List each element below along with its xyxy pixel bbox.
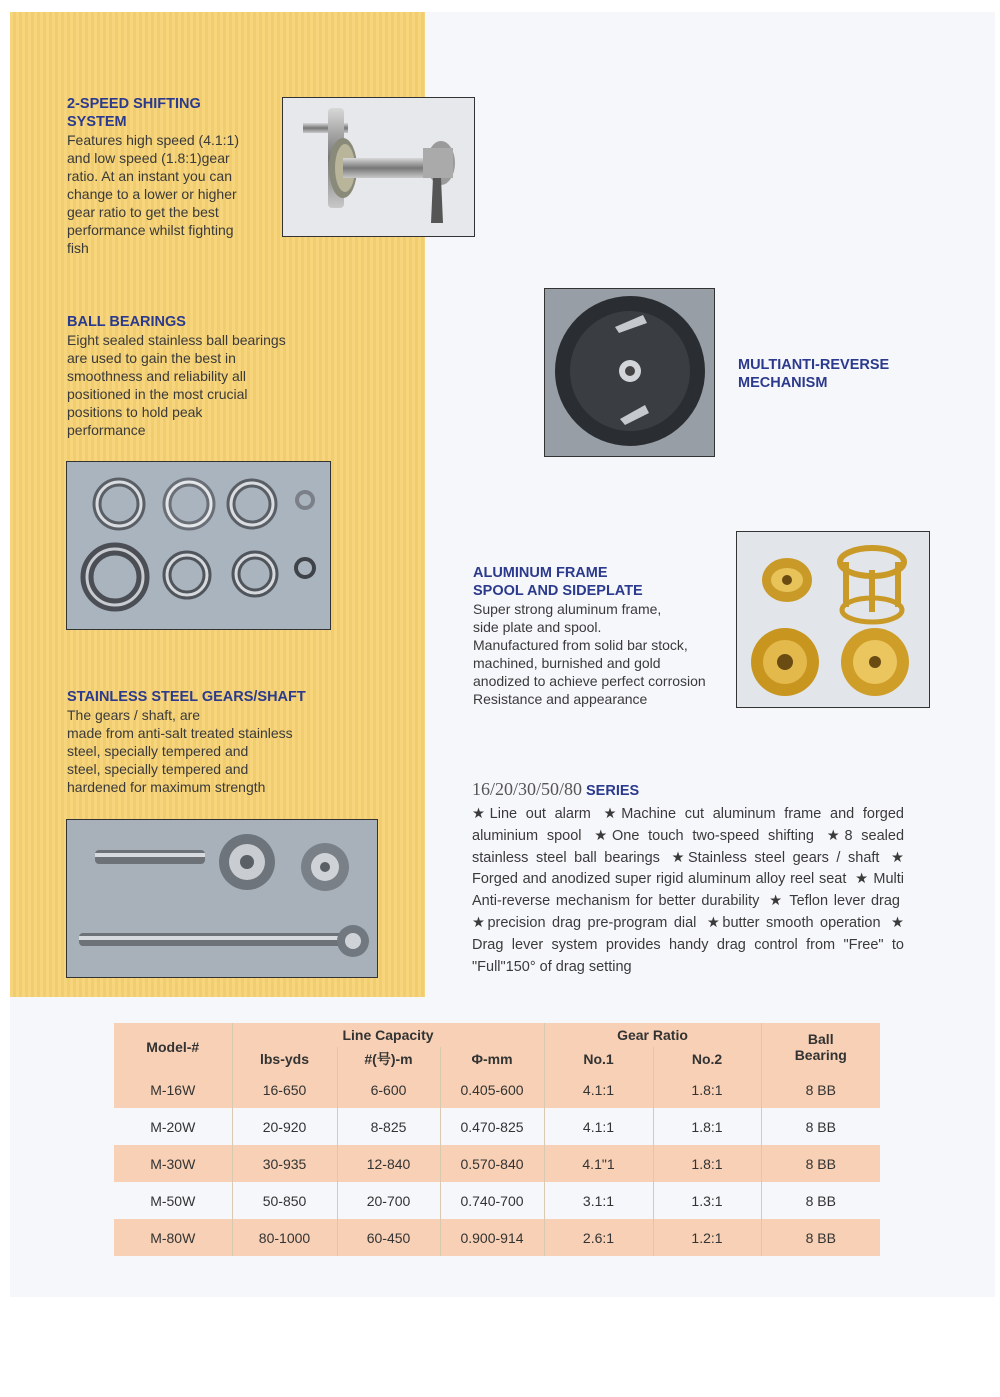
ball-bearings-photo — [66, 461, 331, 630]
cell-no2: 1.8:1 — [653, 1145, 761, 1182]
cell-model: M-20W — [114, 1108, 232, 1145]
header-lbs-yds: lbs-yds — [232, 1047, 337, 1071]
cell-no2: 1.8:1 — [653, 1108, 761, 1145]
cell-no1: 4.1:1 — [544, 1108, 653, 1145]
frame-title: ALUMINUM FRAME SPOOL AND SIDEPLATE — [473, 565, 643, 599]
series-features — [472, 804, 904, 978]
spec-table — [114, 1023, 880, 1256]
cell-ball-bearing: 8 BB — [761, 1071, 880, 1108]
shifting-title: 2-SPEED SHIFTING SYSTEM — [67, 96, 201, 130]
aluminum-frame-photo — [736, 531, 930, 708]
feature-item: ★butter smooth operation — [706, 914, 881, 931]
frame-body: Super strong aluminum frame, side plate and spool. Manufactured from solid bar stock, machined, burnished and gold anodized to achieve perfect corrosion Resistance and appearance — [473, 601, 706, 707]
header-no2: No.2 — [653, 1047, 761, 1071]
table-row — [114, 1182, 880, 1219]
cell-hao-m: 12-840 — [337, 1145, 440, 1182]
cell-no1: 2.6:1 — [544, 1219, 653, 1256]
cell-model: M-30W — [114, 1145, 232, 1182]
cell-phi-mm: 0.405-600 — [440, 1071, 544, 1108]
table-row — [114, 1219, 880, 1256]
cell-no1: 3.1:1 — [544, 1182, 653, 1219]
anti-reverse-photo — [544, 288, 715, 457]
gears-title: STAINLESS STEEL GEARS/SHAFT — [67, 689, 306, 705]
cell-phi-mm: 0.900-914 — [440, 1219, 544, 1256]
feature-item: ★ Forged and anodized super rigid aluminum alloy reel seat — [472, 849, 905, 888]
cell-model: M-50W — [114, 1182, 232, 1219]
cell-lbs-yds: 50-850 — [232, 1182, 337, 1219]
header-hao-m: #(号)-m — [337, 1047, 440, 1071]
bearings-body: Eight sealed stainless ball bearings are used to gain the best in smoothness and reliability all positioned in the most crucial positions to hold peak performance — [67, 332, 286, 438]
cell-no2: 1.3:1 — [653, 1182, 761, 1219]
gears-shaft-photo — [66, 819, 378, 978]
cell-no2: 1.2:1 — [653, 1219, 761, 1256]
cell-ball-bearing: 8 BB — [761, 1182, 880, 1219]
bearings-title: BALL BEARINGS — [67, 314, 186, 330]
header-ball-bearing: Ball Bearing — [761, 1023, 880, 1071]
cell-phi-mm: 0.570-840 — [440, 1145, 544, 1182]
cell-hao-m: 60-450 — [337, 1219, 440, 1256]
cell-ball-bearing: 8 BB — [761, 1145, 880, 1182]
feature-item: ★ Drag lever system provides handy drag control from "Free" to "Full"150° of drag setting — [472, 914, 905, 975]
cell-lbs-yds: 80-1000 — [232, 1219, 337, 1256]
series-number: 16/20/30/50/80 — [472, 779, 583, 799]
cell-phi-mm: 0.740-700 — [440, 1182, 544, 1219]
header-gear-ratio: Gear Ratio — [544, 1023, 761, 1047]
feature-item: ★Machine cut aluminum frame and forged aluminium spool — [472, 806, 904, 844]
series-label: SERIES — [586, 783, 640, 799]
feature-item: ★ Teflon lever drag — [769, 893, 900, 910]
feature-item: ★Stainless steel gears / shaft — [671, 849, 880, 866]
cell-no1: 4.1"1 — [544, 1145, 653, 1182]
shifting-body: Features high speed (4.1:1) and low speed (1.8:1)gear ratio. At an instant you can change to a lower or higher gear ratio to get the best performance whilst fighting fish — [67, 132, 239, 256]
cell-lbs-yds: 20-920 — [232, 1108, 337, 1145]
table-row — [114, 1071, 880, 1108]
gears-body: The gears / shaft, are made from anti-salt treated stainless steel, specially tempered and steel, specially tempered and hardened for maximum strength — [67, 707, 293, 795]
cell-phi-mm: 0.470-825 — [440, 1108, 544, 1145]
shifting-system-photo — [282, 97, 475, 237]
cell-lbs-yds: 16-650 — [232, 1071, 337, 1108]
cell-lbs-yds: 30-935 — [232, 1145, 337, 1182]
cell-no1: 4.1:1 — [544, 1071, 653, 1108]
feature-item: ★8 sealed stainless steel ball bearings — [472, 827, 905, 866]
cell-model: M-16W — [114, 1071, 232, 1108]
cell-hao-m: 20-700 — [337, 1182, 440, 1219]
cell-hao-m: 6-600 — [337, 1071, 440, 1108]
cell-model: M-80W — [114, 1219, 232, 1256]
header-model: Model-# — [114, 1023, 232, 1071]
table-row — [114, 1108, 880, 1145]
cell-hao-m: 8-825 — [337, 1108, 440, 1145]
feature-item: ★One touch two-speed shifting — [594, 827, 814, 844]
cell-ball-bearing: 8 BB — [761, 1108, 880, 1145]
table-row — [114, 1145, 880, 1182]
feature-item: ★precision drag pre-program dial — [472, 914, 697, 931]
header-line-capacity: Line Capacity — [232, 1023, 544, 1047]
feature-item: ★ Multi Anti-reverse mechanism for better durability — [472, 871, 905, 910]
series-heading — [472, 779, 639, 800]
header-no1: No.1 — [544, 1047, 653, 1071]
cell-no2: 1.8:1 — [653, 1071, 761, 1108]
antireverse-title: MULTIANTI-REVERSE MECHANISM — [738, 357, 890, 391]
feature-item: ★Line out alarm — [472, 806, 591, 822]
header-phi-mm: Φ-mm — [440, 1047, 544, 1071]
cell-ball-bearing: 8 BB — [761, 1219, 880, 1256]
